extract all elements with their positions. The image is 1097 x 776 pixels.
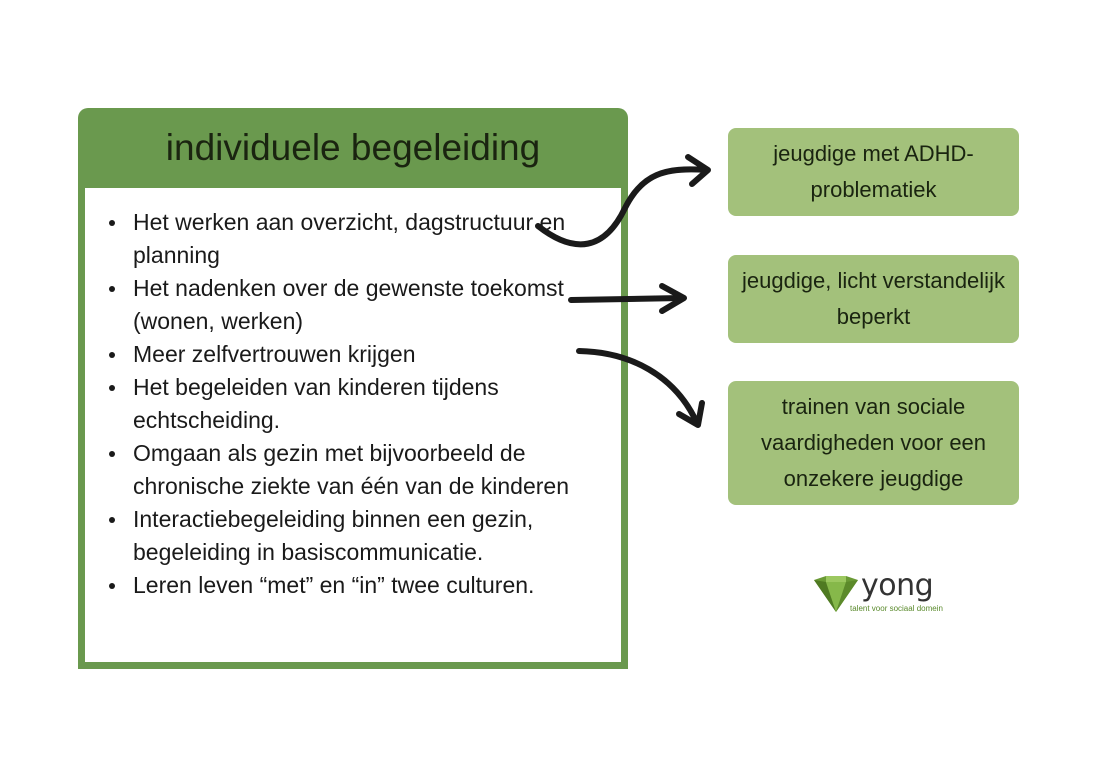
arrow-right-icon: [538, 157, 708, 244]
list-item: Omgaan als gezin met bijvoorbeeld de chronische ziekte van één van de kinderen: [133, 437, 611, 503]
list-item: Leren leven “met” en “in” twee culturen.: [133, 569, 611, 602]
arrow-right-icon: [571, 286, 684, 311]
target-box-social-skills: [728, 381, 1019, 505]
target-label: jeugdige met ADHD-problematiek: [773, 141, 974, 202]
target-label: jeugdige, licht verstandelijk beperkt: [742, 268, 1005, 329]
logo-wordmark: yong: [861, 568, 934, 603]
target-label: trainen van sociale vaardigheden voor een onzekere jeugdige: [760, 394, 987, 491]
logo-tagline: talent voor sociaal domein: [850, 604, 943, 613]
list-item: Meer zelfvertrouwen krijgen: [133, 338, 611, 371]
list-item: Het nadenken over de gewenste toekomst (wonen, werken): [133, 272, 611, 338]
list-item: Het werken aan overzicht, dagstructuur en planning: [133, 206, 611, 272]
main-title: individuele begeleiding: [165, 127, 541, 168]
list-item: Interactiebegeleiding binnen een gezin, begeleiding in basiscommunicatie.: [133, 503, 611, 569]
target-box-lvb: [728, 255, 1019, 343]
target-box-adhd: [728, 128, 1019, 216]
yong-logo: [812, 568, 943, 618]
list-item: Het begeleiden van kinderen tijdens echtscheiding.: [133, 371, 611, 437]
arrow-right-icon: [579, 351, 702, 425]
